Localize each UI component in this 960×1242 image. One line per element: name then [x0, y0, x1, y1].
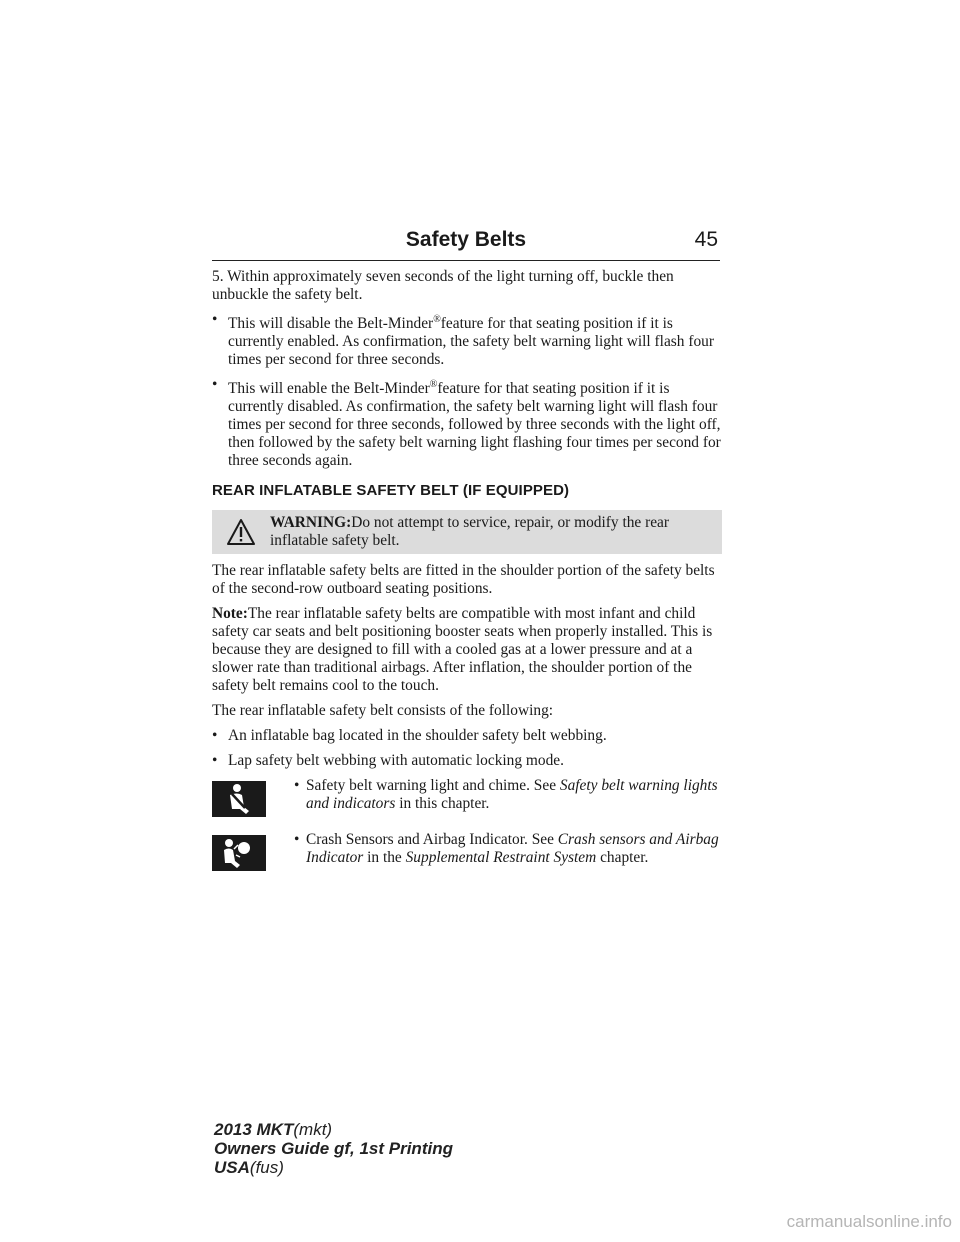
- page-number: 45: [694, 228, 718, 251]
- list-item: • Lap safety belt webbing with automatic locking mode.: [212, 752, 564, 770]
- list-item: • This will enable the Belt-Minder®feature for that seating position if it is currently disabled. As confirmation, the safety belt warning light will flash four times per second for three seconds, followed by three seconds with the light off, then followed by the safety belt warning light flashing four times per second for three seconds again.: [212, 376, 721, 470]
- bullet-icon: •: [294, 777, 300, 795]
- seatbelt-warning-icon: [212, 781, 266, 817]
- warning-box: [212, 510, 722, 554]
- watermark: carmanualsonline.info: [786, 1212, 952, 1231]
- icon-list-item: • Crash Sensors and Airbag Indicator. See Crash sensors and Airbag Indicator in the Supplemental Restraint System chapter.: [212, 831, 722, 871]
- note-label: Note:: [212, 605, 248, 623]
- section-heading: REAR INFLATABLE SAFETY BELT (IF EQUIPPED): [212, 482, 570, 500]
- warning-text: Do not attempt to service, repair, or modify the rear inflatable safety belt.: [270, 514, 670, 550]
- cross-reference-link: Supplemental Restraint System: [405, 849, 597, 867]
- cross-reference-link: Safety belt warning lights and indicators: [306, 777, 718, 813]
- note-paragraph: Note:The rear inflatable safety belts are compatible with most infant and child safety car seats and belt positioning booster seats when properly installed. This is because they are designed to fill with a cooled gas at a lower pressure and at a slower rate than traditional airbags. After inflation, the shoulder portion of the safety belt remains cool to the touch.: [212, 605, 713, 695]
- bullet-icon: •: [212, 727, 218, 745]
- bullet-icon: •: [212, 752, 218, 770]
- cross-reference-link: Crash sensors and Airbag Indicator: [306, 831, 719, 867]
- paragraph: The rear inflatable safety belt consists of the following:: [212, 702, 554, 720]
- icon-list-item: • Safety belt warning light and chime. See Safety belt warning lights and indicators in this chapter.: [212, 777, 722, 817]
- list-item: • This will disable the Belt-Minder®feature for that seating position if it is currently enabled. As confirmation, the safety belt warning light will flash four times per second for three seconds.: [212, 311, 714, 369]
- document-footer: 2013 MKT(mkt) Owners Guide gf, 1st Printing USA(fus): [214, 1120, 453, 1177]
- page-body: [212, 268, 722, 885]
- bullet-icon: •: [212, 311, 218, 328]
- page-header: [212, 226, 720, 261]
- warning-label: WARNING:: [270, 514, 352, 532]
- step-5: 5. Within approximately seven seconds of the light turning off, buckle then unbuckle the safety belt.: [212, 268, 674, 303]
- bullet-icon: •: [294, 831, 300, 849]
- page-title: Safety Belts: [405, 228, 527, 251]
- airbag-indicator-icon: [212, 835, 266, 871]
- list-item: • An inflatable bag located in the shoulder safety belt webbing.: [212, 727, 607, 745]
- bullet-icon: •: [212, 376, 218, 394]
- warning-triangle-icon: [226, 518, 256, 546]
- paragraph: The rear inflatable safety belts are fitted in the shoulder portion of the safety belts of the second-row outboard seating positions.: [212, 562, 715, 598]
